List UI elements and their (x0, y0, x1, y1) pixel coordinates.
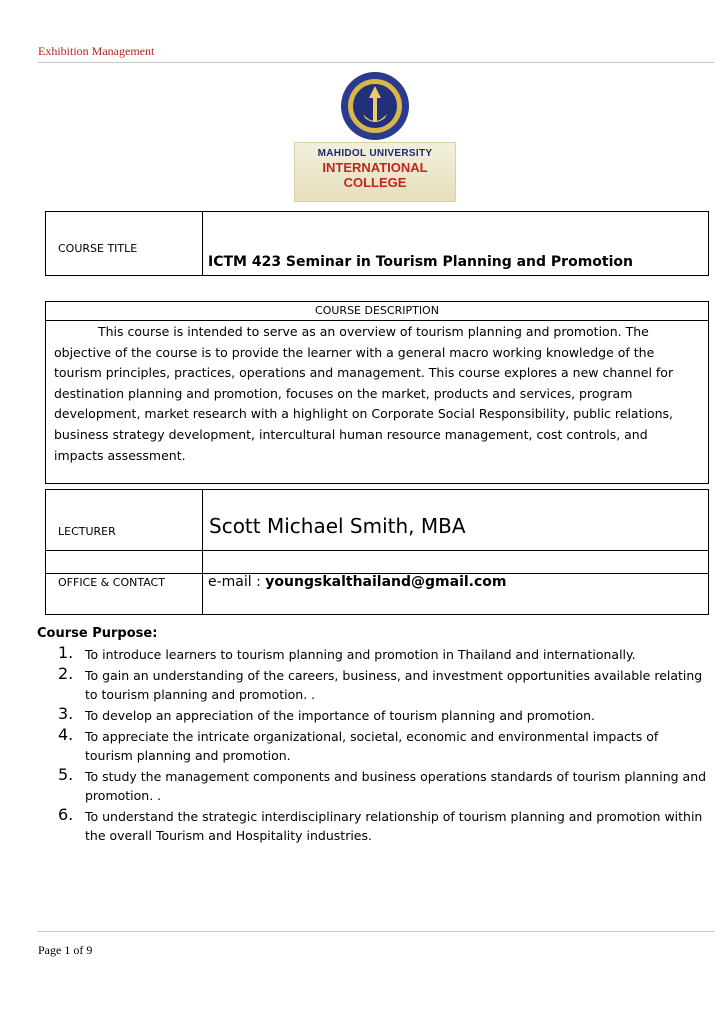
office-contact-label: OFFICE & CONTACT (46, 551, 203, 615)
email-prefix: e-mail : (208, 573, 266, 590)
list-item-number: 6. (58, 805, 74, 824)
list-item-text: To gain an understanding of the careers, business, and investment opportunities available relating to tourism planning and promotion. . (85, 668, 703, 702)
university-seal-icon (336, 70, 414, 142)
course-description-table (45, 301, 709, 484)
list-item-text: To study the management components and business operations standards of tourism planning and promotion. . (85, 769, 707, 803)
list-item (38, 666, 708, 704)
list-item-number: 4. (58, 725, 74, 744)
header-divider (38, 62, 714, 63)
list-item (38, 767, 708, 805)
list-item-number: 1. (58, 643, 74, 662)
course-title-value: ICTM 423 Seminar in Tourism Planning and Promotion (203, 212, 709, 276)
university-logo (294, 70, 454, 200)
page-number: Page 1 of 9 (38, 943, 93, 957)
logo-banner (294, 142, 456, 202)
logo-line-university: MAHIDOL UNIVERSITY (317, 148, 433, 159)
course-purpose-list (38, 645, 708, 847)
list-item (38, 706, 708, 725)
course-title-label: COURSE TITLE (46, 212, 203, 276)
office-contact-value (203, 551, 709, 615)
list-item-number: 2. (58, 664, 74, 683)
list-item (38, 645, 708, 664)
course-title-table (45, 211, 709, 276)
list-item-text: To develop an appreciation of the importance of tourism planning and promotion. (85, 708, 595, 723)
list-item-text: To appreciate the intricate organizational, societal, economic and environmental impacts of tourism planning and promotion. (85, 729, 659, 763)
list-item-text: To understand the strategic interdisciplinary relationship of tourism planning and promotion within the overall Tourism and Hospitality industries. (85, 809, 703, 843)
logo-line-international: INTERNATIONAL (322, 160, 428, 175)
office-contact-table (45, 550, 709, 615)
course-purpose-heading: Course Purpose: (37, 626, 158, 641)
list-item (38, 807, 708, 845)
course-description-cell (46, 321, 709, 484)
list-item (38, 727, 708, 765)
course-description-label: COURSE DESCRIPTION (46, 302, 709, 321)
lecturer-label: LECTURER (46, 490, 203, 574)
course-description-text: This course is intended to serve as an overview of tourism planning and promotion. The objective of the course is to provide the learner with a general macro working knowledge of the tourism principles, practices, operations and management. This course explores a new channel for destination planning and promotion, focuses on the market, products and services, program development, market research with a highlight on Corporate Social Responsibility, public relations, business strategy development, intercultural human resource management, cost controls, and impacts assessment. (54, 324, 674, 463)
logo-line-college: COLLEGE (343, 175, 407, 190)
footer-divider (38, 931, 714, 932)
running-header: Exhibition Management (38, 44, 155, 58)
list-item-number: 5. (58, 765, 74, 784)
email-address: youngskalthailand@gmail.com (265, 573, 507, 590)
list-item-text: To introduce learners to tourism planning and promotion in Thailand and internationally. (85, 647, 636, 662)
lecturer-name: Scott Michael Smith, MBA (203, 490, 709, 574)
list-item-number: 3. (58, 704, 74, 723)
